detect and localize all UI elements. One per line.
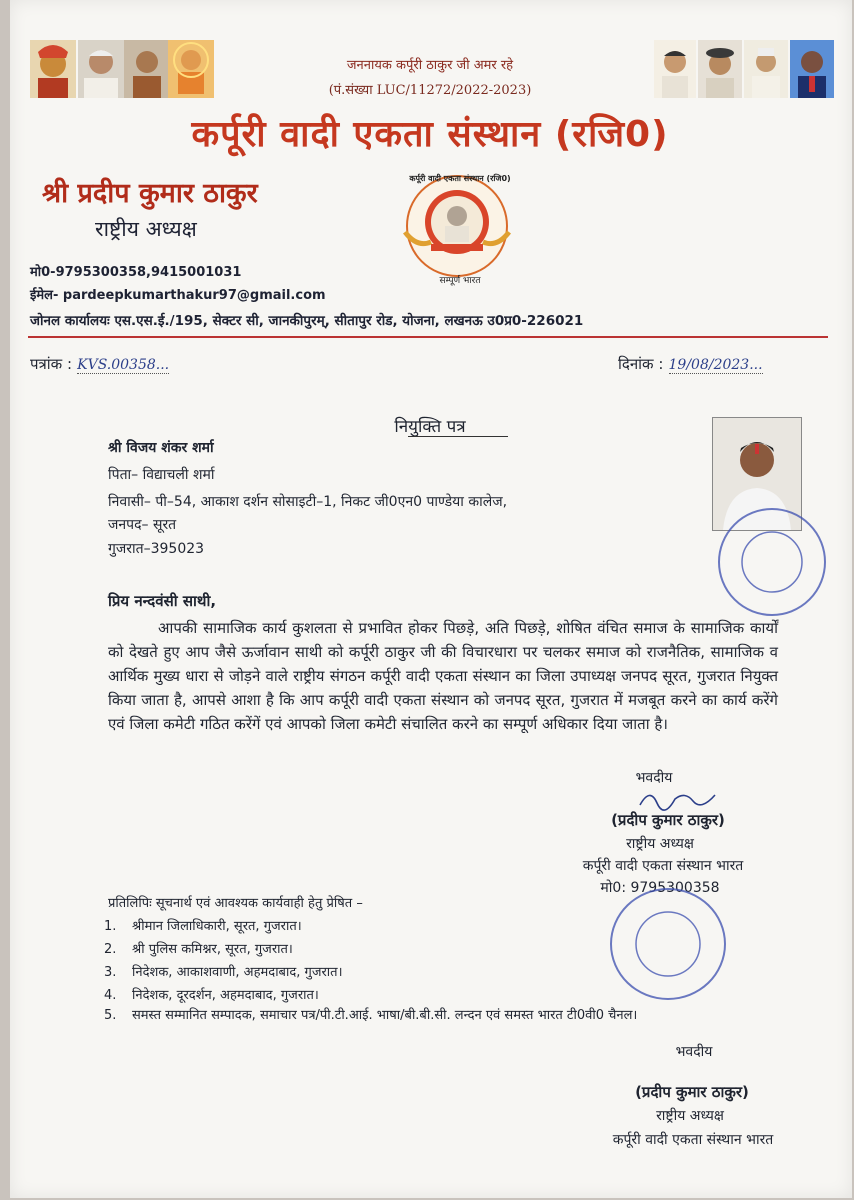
signatory-mobile: मो0: 9795300358	[600, 880, 720, 896]
portrait-left-2	[78, 40, 124, 98]
copy-item: 1. श्रीमान जिलाधिकारी, सूरत, गुजरात।	[104, 919, 302, 934]
organization-logo	[395, 168, 520, 290]
logo-ring-text: कर्पूरी वादी एकता संस्थान (रजि0)	[409, 174, 511, 183]
recipient-district: जनपद– सूरत	[108, 517, 177, 533]
recipient-father: पिता– विद्याचली शर्मा	[108, 467, 215, 483]
contact-mobile: मो0-9795300358,9415001031	[30, 265, 242, 280]
recipient-address: निवासी– पी–54, आकाश दर्शन सोसाइटी–1, निकट जी0एन0 पाण्डेया कालेज,	[108, 494, 508, 510]
contact-email: ईमेल- pardeepkumarthakur97@gmail.com	[30, 288, 326, 303]
copy-item: 4. निदेशक, दूरदर्शन, अहमदाबाद, गुजरात।	[104, 988, 319, 1003]
closing-2: भवदीय	[675, 1044, 713, 1060]
dinank-row	[618, 354, 763, 374]
patrank-label: पत्रांक :	[30, 355, 73, 373]
registration-number: (पं.संख्या LUC/11272/2022-2023)	[328, 83, 532, 98]
portrait-right-2	[698, 40, 744, 98]
copy-heading: प्रतिलिपिः सूचनार्थ एवं आवश्यक कार्यवाही हेतु प्रेषित –	[108, 896, 363, 911]
portrait-right-1	[654, 40, 700, 98]
title-underline	[408, 436, 508, 437]
salutation: प्रिय नन्दवंसी साथी,	[108, 592, 217, 610]
portrait-left-4	[168, 40, 214, 98]
signatory-name-1: (प्रदीप कुमार ठाकुर)	[611, 811, 725, 829]
organization-title: कर्पूरी वादी एकता संस्थान (रजि0)	[191, 114, 669, 155]
portrait-left-3	[124, 40, 170, 98]
letter-title: नियुक्ति पत्र	[394, 417, 466, 437]
header-motto: जननायक कर्पूरी ठाकुर जी अमर रहे	[346, 58, 514, 73]
signatory-title-2: राष्ट्रीय अध्यक्ष	[656, 1108, 724, 1124]
copy-item: 2. श्री पुलिस कमिश्नर, सूरत, गुजरात।	[104, 942, 293, 957]
stamp-photo	[718, 508, 826, 616]
logo-bottom-text: सम्पूर्ण भारत	[439, 276, 481, 286]
portrait-left-1	[30, 40, 76, 98]
dinank-label: दिनांक :	[618, 355, 664, 373]
patrank-value: KVS.00358...	[77, 357, 170, 373]
signatory-title-1: राष्ट्रीय अध्यक्ष	[626, 836, 694, 852]
letter-body: आपकी सामाजिक कार्य कुशलता से प्रभावित होकर पिछड़े, अति पिछड़े, शोषित वंचित समाज के सामाजिक कार्यों को देखते हुए आप जैसे ऊर्जावान साथी को कर्पूरी ठाकुर जी की विचारधारा पर चलकर समाज को राजनैतिक, सामाजिक व आर्थिक मुख्य धारा से जोड़ने वाले राष्ट्रीय संगठन कर्पूरी वादी एकता संस्थान का जिला उपाध्यक्ष जनपद सूरत, गुजरात नियुक्त किया जाता है, आपसे आशा है कि आप कर्पूरी वादी एकता संस्थान को जनपद सूरत, गुजरात में मजबूत करने का कार्य करेंगे एवं जिला कमेटी गठित करेंगें एवं आपको जिला कमेटी संचालित करने का सम्पूर्ण अधिकार दिया जाता है।	[108, 619, 778, 733]
copy-item: 5. समस्त सम्मानित सम्पादक, समाचार पत्र/पी.टी.आई. भाषा/बी.बी.सी. लन्दन एवं समस्त भारत टी0वी0 चैनल।	[104, 1008, 638, 1023]
president-title: राष्ट्रीय अध्यक्ष	[95, 217, 197, 241]
recipient-state: गुजरात–395023	[108, 541, 205, 557]
president-name: श्री प्रदीप कुमार ठाकुर	[42, 178, 258, 209]
closing-1: भवदीय	[635, 770, 673, 786]
stamp-seal	[610, 888, 726, 1000]
signatory-org-2: कर्पूरी वादी एकता संस्थान भारत	[612, 1132, 774, 1148]
header-rule	[28, 336, 828, 338]
portrait-right-4	[790, 40, 836, 98]
portrait-right-3	[744, 40, 790, 98]
signatory-name-2: (प्रदीप कुमार ठाकुर)	[635, 1083, 749, 1101]
office-address: जोनल कार्यालयः एस.एस.ई./195, सेक्टर सी, जानकीपुरम्, सीतापुर रोड, योजना, लखनऊ उ0प्र0-226021	[30, 313, 584, 329]
dinank-value: 19/08/2023...	[668, 357, 763, 373]
patrank-row	[30, 354, 169, 374]
recipient-name: श्री विजय शंकर शर्मा	[108, 440, 214, 456]
signatory-org-1: कर्पूरी वादी एकता संस्थान भारत	[582, 858, 744, 874]
copy-item: 3. निदेशक, आकाशवाणी, अहमदाबाद, गुजरात।	[104, 965, 343, 980]
